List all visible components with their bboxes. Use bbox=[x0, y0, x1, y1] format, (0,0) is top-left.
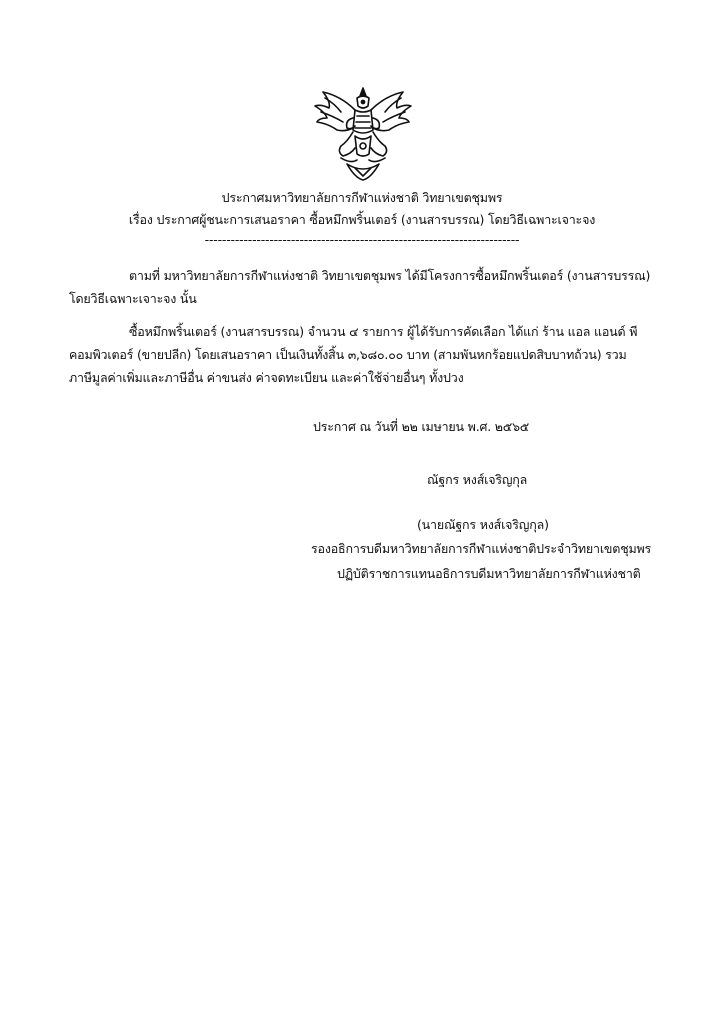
signatory-position-line-1: รองอธิการบดีมหาวิทยาลัยการกีฬาแห่งชาติประจำวิทยาเขตชุมพร bbox=[311, 541, 652, 556]
paragraph-1-line-2: โดยวิธีเฉพาะเจาะจง นั้น bbox=[69, 291, 197, 306]
document-subject: เรื่อง ประกาศผู้ชนะการเสนอราคา ซื้อหมึกพริ้นเตอร์ (งานสารบรรณ) โดยวิธีเฉพาะเจาะจง bbox=[128, 212, 596, 227]
garuda-emblem-icon bbox=[311, 84, 415, 184]
announcement-date: ประกาศ ณ วันที่ ๒๒ เมษายน พ.ศ. ๒๕๖๕ bbox=[313, 419, 530, 434]
signatory-name: (นายณัฐกร หงส์เจริญกุล) bbox=[417, 517, 549, 532]
signatory-position-line-2: ปฏิบัติราชการแทนอธิการบดีมหาวิทยาลัยการกีฬาแห่งชาติ bbox=[337, 566, 641, 581]
paragraph-1-line-1: ตามที่ มหาวิทยาลัยการกีฬาแห่งชาติ วิทยาเขตชุมพร ได้มีโครงการซื้อหมึกพริ้นเตอร์ (งานสารบรรณ) bbox=[129, 268, 651, 283]
paragraph-2-line-3: ภาษีมูลค่าเพิ่มและภาษีอื่น ค่าขนส่ง ค่าจดทะเบียน และค่าใช้จ่ายอื่นๆ ทั้งปวง bbox=[69, 370, 464, 385]
header-divider: ------------------------------------------------------------------------- bbox=[204, 232, 520, 247]
document-title: ประกาศมหาวิทยาลัยการกีฬาแห่งชาติ วิทยาเขตชุมพร bbox=[221, 190, 503, 205]
paragraph-2-line-2: คอมพิวเตอร์ (ขายปลีก) โดยเสนอราคา เป็นเงินทั้งสิ้น ๓,๖๘๐.๐๐ บาท (สามพันหกร้อยแปดสิบบาทถ้วน) รวม bbox=[69, 347, 627, 362]
signature: ณัฐกร หงส์เจริญกุล bbox=[427, 472, 528, 487]
paragraph-2-line-1: ซื้อหมึกพริ้นเตอร์ (งานสารบรรณ) จำนวน ๔ รายการ ผู้ได้รับการคัดเลือก ได้แก่ ร้าน แอล แอนด์ พี bbox=[129, 324, 638, 339]
